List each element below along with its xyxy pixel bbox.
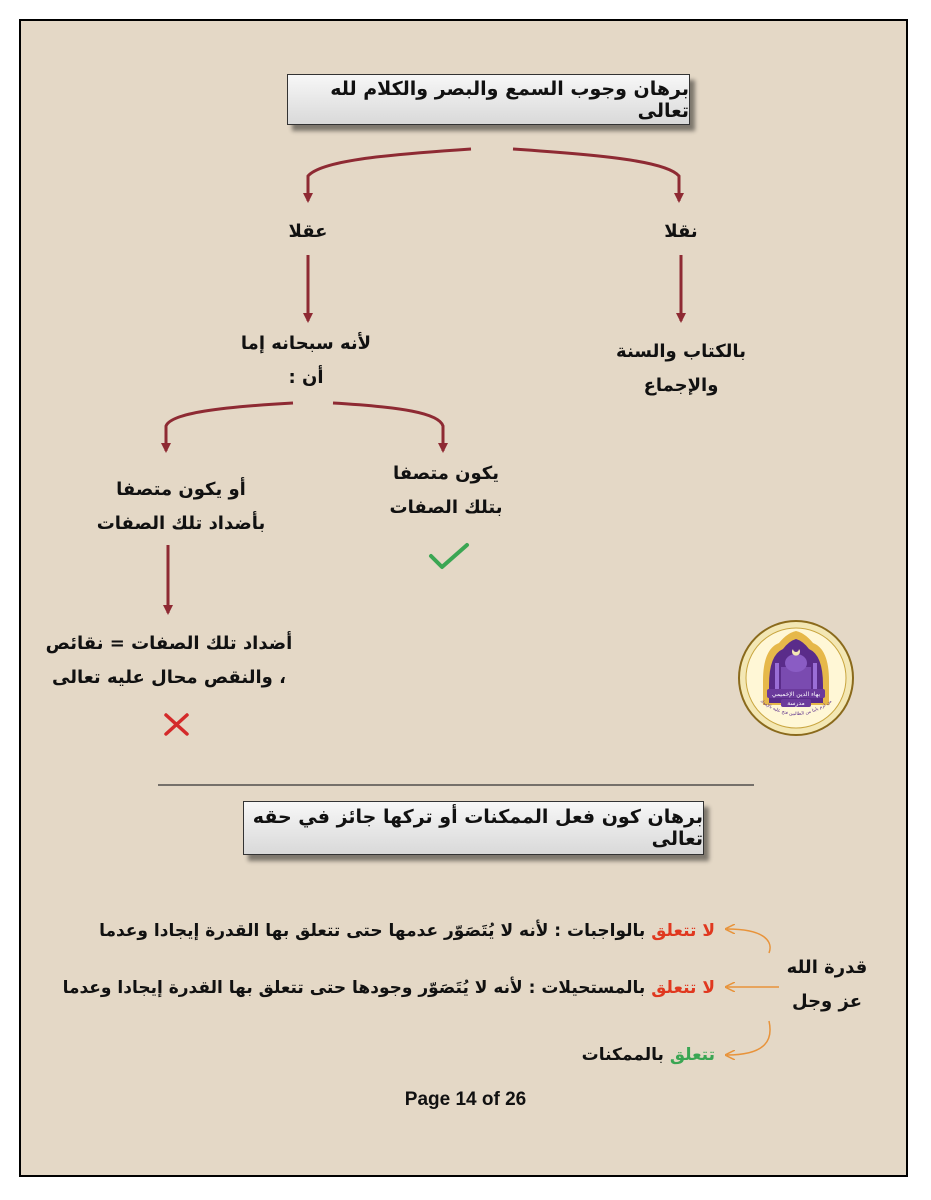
school-logo xyxy=(737,619,855,737)
row-mumkinat: تتعلق بالممكنات xyxy=(581,1045,715,1065)
cross-icon xyxy=(166,715,187,734)
page-number: Page 14 of 26 xyxy=(404,1089,527,1110)
negative-label: لا تتعلق xyxy=(651,978,715,998)
orange-arrow-row3 xyxy=(727,1021,770,1055)
option-invalid: أو يكون متصفا بأضداد تلك الصفات xyxy=(96,479,266,534)
arrow-to-invalid-option xyxy=(166,403,293,451)
row-wajibat: لا تتعلق بالواجبات : لأنه لا يُتَصَوّر عدمها حتى تتعلق بها القدرة إيجادا وعدما xyxy=(99,921,715,941)
svg-text:مدرسة: مدرسة xyxy=(787,700,805,707)
section2-title: برهان كون فعل الممكنات أو تركها جائز في حقه تعالى xyxy=(243,801,704,855)
arrow-to-aqlan xyxy=(308,149,471,201)
svg-text:بهاء الدين الإخميمي: بهاء الدين الإخميمي xyxy=(771,691,821,698)
document-page xyxy=(19,19,908,1177)
arrow-to-naqlan xyxy=(513,149,679,201)
row-mustahilat: لا تتعلق بالمستحيلات : لأنه لا يُتَصَوّر وجودها حتى تتعلق بها القدرة إيجادا وعدما xyxy=(62,978,715,998)
positive-label: تتعلق xyxy=(669,1045,715,1065)
check-icon xyxy=(431,545,467,567)
arrow-to-valid-option xyxy=(333,403,443,451)
branch-aqlan: عقلا xyxy=(288,221,328,242)
section1-title: برهان وجوب السمع والبصر والكلام لله تعالى xyxy=(287,74,690,125)
negative-label: لا تتعلق xyxy=(651,921,715,941)
conclusion-text: أضداد تلك الصفات = نقائص ، والنقص محال عليه تعالى xyxy=(45,633,293,688)
branch-naqlan: نقلا xyxy=(664,221,698,242)
option-valid: يكون متصفا بتلك الصفات xyxy=(389,463,503,518)
qudrat-allah-label: قدرة الله عز وجل xyxy=(786,957,868,1012)
svg-text:من لزم بابنا من الطالبين فتح ع: من لزم بابنا من الطالبين فتح عليه بالإمداد xyxy=(759,699,833,718)
reason-text: لأنه سبحانه إما أن : xyxy=(240,333,372,388)
naqlan-result: بالكتاب والسنة والإجماع xyxy=(616,341,746,396)
orange-arrow-row1 xyxy=(727,929,770,953)
